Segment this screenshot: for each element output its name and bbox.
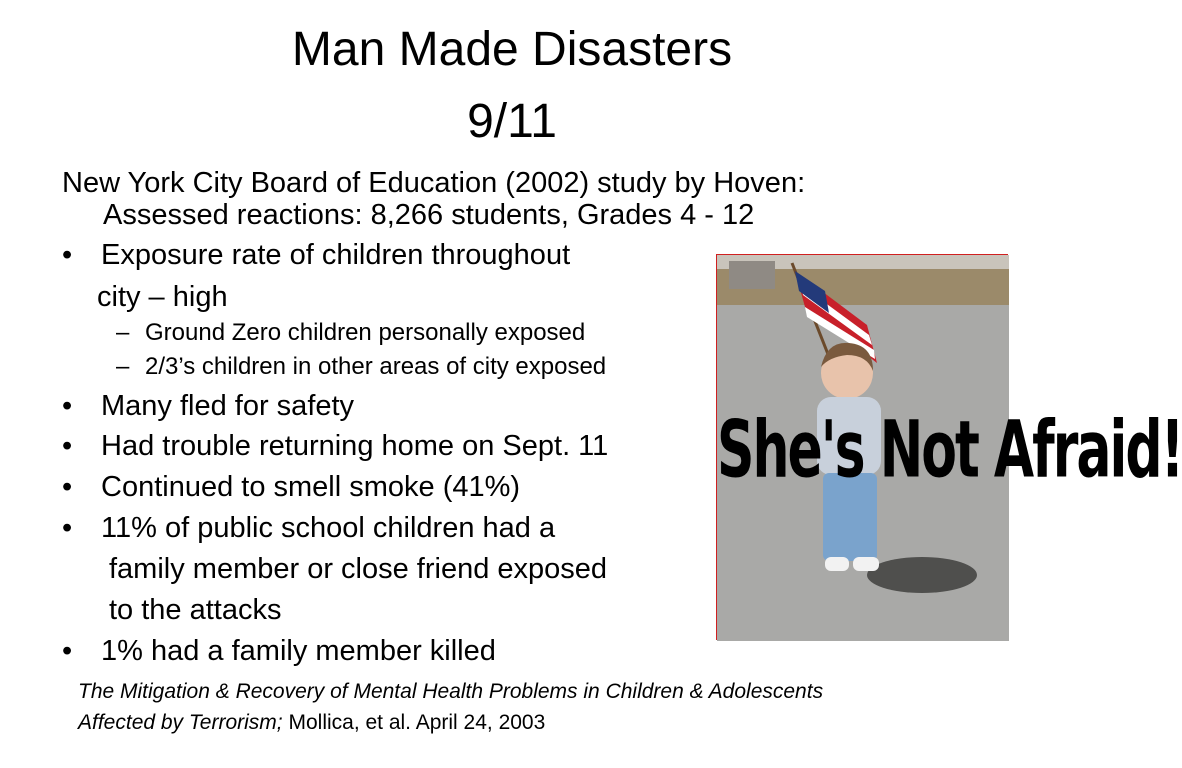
child-shoe-right bbox=[853, 557, 879, 571]
bullet-marker: • bbox=[62, 239, 73, 271]
photo-table bbox=[729, 261, 775, 289]
citation-authors: Mollica, et al. April 24, 2003 bbox=[282, 711, 546, 734]
bullet-returning: Had trouble returning home on Sept. 11 bbox=[101, 430, 609, 462]
bullet-marker: • bbox=[62, 512, 73, 544]
dash-marker: – bbox=[116, 319, 130, 346]
bullet-family-exposed-line1: 11% of public school children had a bbox=[101, 512, 556, 544]
bullet-exposure-line2: city – high bbox=[97, 281, 228, 313]
photo-caption: She's Not Afraid! bbox=[717, 406, 1182, 496]
bullet-family-killed: 1% had a family member killed bbox=[101, 635, 496, 667]
bullet-marker: • bbox=[62, 390, 73, 422]
slide-title-line1: Man Made Disasters bbox=[291, 23, 733, 76]
bullet-fled: Many fled for safety bbox=[101, 390, 355, 422]
photo-shadow bbox=[867, 557, 977, 593]
citation-line1: The Mitigation & Recovery of Mental Health Problems in Children & Adolescents bbox=[78, 680, 824, 703]
photo-girl-with-flag bbox=[716, 254, 1182, 640]
bullet-exposure-line1: Exposure rate of children throughout bbox=[101, 239, 571, 271]
slide-title-line2: 9/11 bbox=[467, 95, 557, 148]
intro-line1: New York City Board of Education (2002) study by Hoven: bbox=[62, 167, 806, 199]
child-shoe-left bbox=[825, 557, 849, 571]
citation-line2 bbox=[78, 710, 545, 736]
bullet-marker: • bbox=[62, 430, 73, 462]
bullet-smoke: Continued to smell smoke (41%) bbox=[101, 471, 521, 503]
citation-title-end: Affected by Terrorism; bbox=[78, 711, 283, 734]
sub-other-areas: 2/3’s children in other areas of city exposed bbox=[145, 353, 607, 380]
intro-line2: Assessed reactions: 8,266 students, Grades 4 - 12 bbox=[103, 199, 755, 231]
bullet-family-exposed-line2: family member or close friend exposed bbox=[109, 553, 608, 585]
bullet-marker: • bbox=[62, 635, 73, 667]
dash-marker: – bbox=[116, 353, 130, 380]
sub-ground-zero: Ground Zero children personally exposed bbox=[145, 319, 586, 346]
bullet-family-exposed-line3: to the attacks bbox=[109, 594, 282, 626]
bullet-marker: • bbox=[62, 471, 73, 503]
